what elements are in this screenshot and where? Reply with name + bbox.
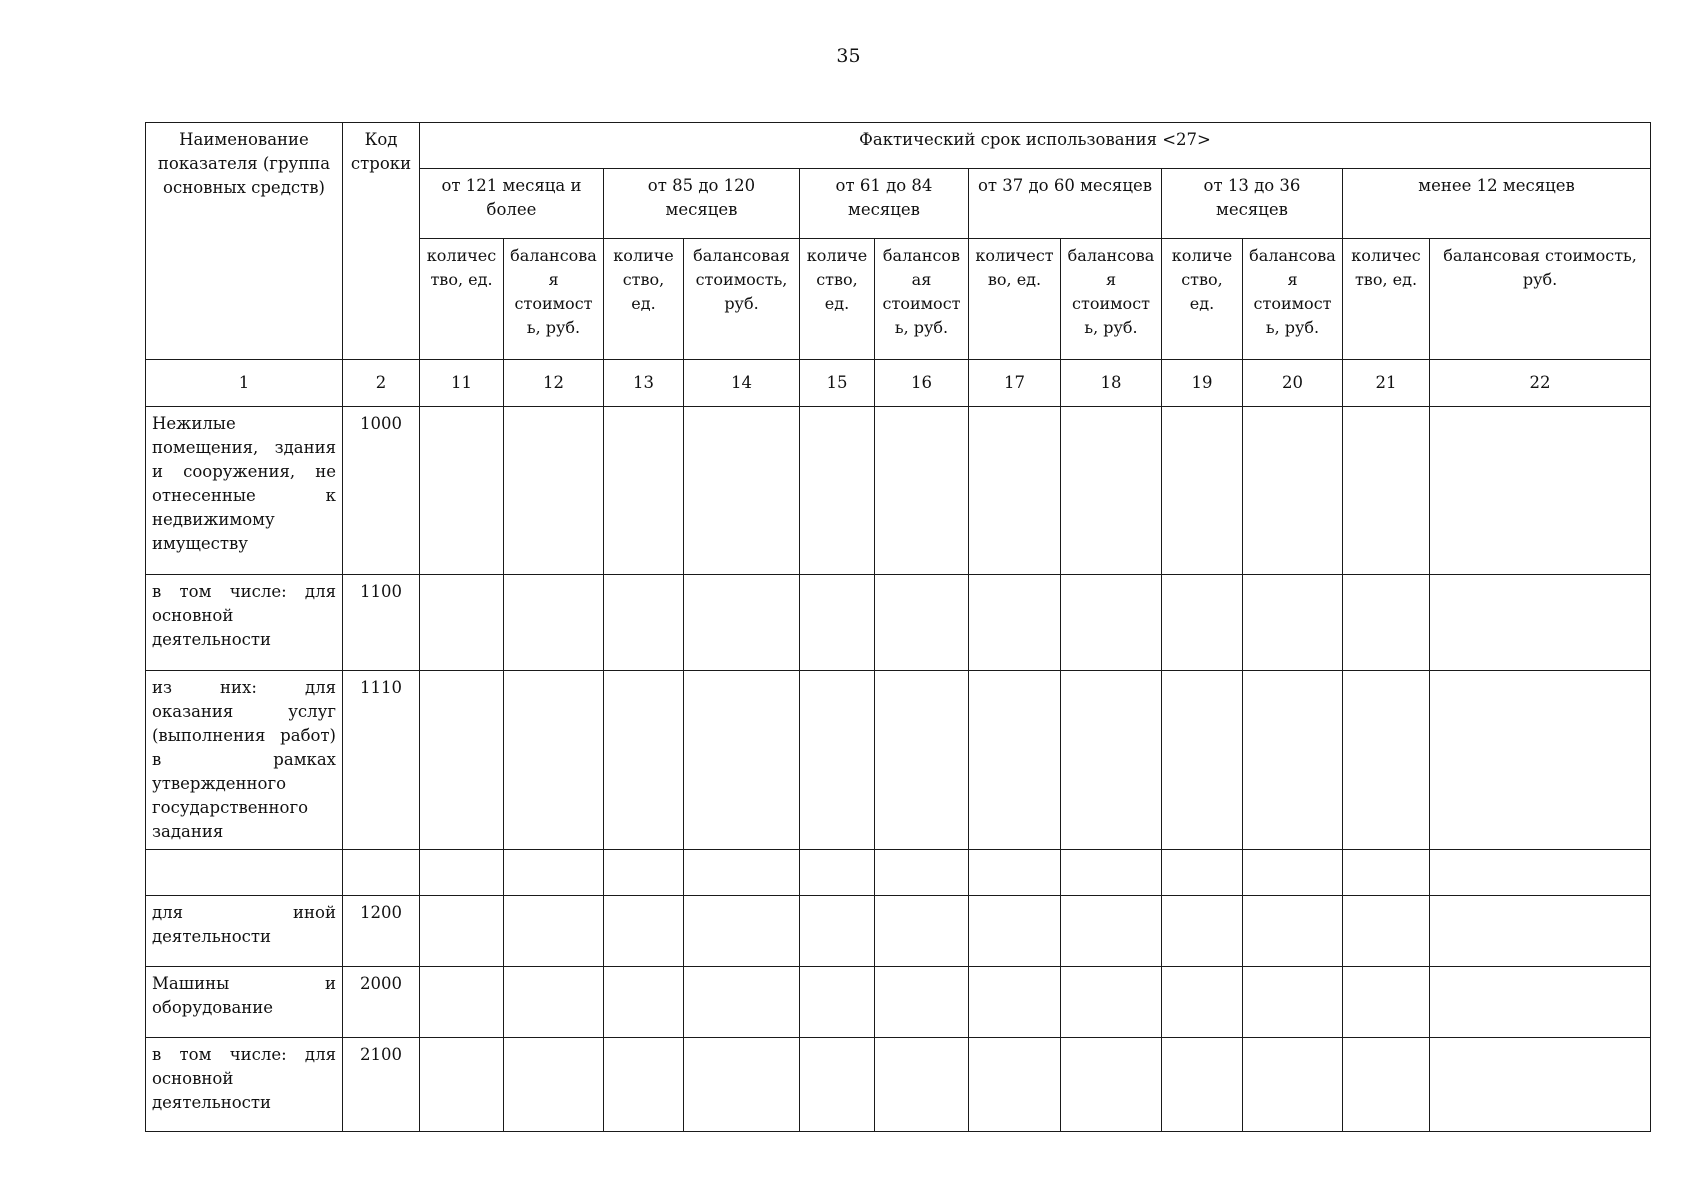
data-cell <box>420 850 504 896</box>
data-cell <box>504 967 604 1038</box>
row-indicator-name: для иной деятельности <box>146 896 343 967</box>
data-cell <box>1061 850 1162 896</box>
row-code: 2000 <box>343 967 420 1038</box>
row-indicator-name: в том числе: для основной деятельности <box>146 1038 343 1132</box>
header-range-61-84: от 61 до 84 месяцев <box>800 169 969 239</box>
fixed-assets-usage-table <box>145 122 1651 1132</box>
column-number: 11 <box>420 360 504 407</box>
subheader-balance-value: балансовая стоимость, руб. <box>1430 239 1651 360</box>
data-cell <box>1343 575 1430 671</box>
column-number: 1 <box>146 360 343 407</box>
data-cell <box>1243 671 1343 850</box>
subheader-quantity: количе ство, ед. <box>604 239 684 360</box>
data-cell <box>1343 407 1430 575</box>
data-cell <box>800 896 875 967</box>
header-range-121-plus: от 121 месяца и более <box>420 169 604 239</box>
data-cell <box>969 896 1061 967</box>
column-number: 14 <box>684 360 800 407</box>
data-cell <box>1343 1038 1430 1132</box>
data-cell <box>1343 896 1430 967</box>
row-indicator-name: Нежилые помещения, здания и сооружения, не отнесенные к недвижимому имуществу <box>146 407 343 575</box>
data-cell <box>1162 671 1243 850</box>
data-cell <box>800 850 875 896</box>
data-cell <box>1343 671 1430 850</box>
subheader-balance-value: балансова я стоимост ь, руб. <box>1061 239 1162 360</box>
data-cell <box>1061 407 1162 575</box>
data-cell <box>604 575 684 671</box>
data-cell <box>420 575 504 671</box>
subheader-balance-value: балансова я стоимост ь, руб. <box>1243 239 1343 360</box>
data-cell <box>1430 671 1651 850</box>
column-number: 13 <box>604 360 684 407</box>
data-cell <box>1343 967 1430 1038</box>
data-cell <box>1162 407 1243 575</box>
data-cell <box>684 967 800 1038</box>
data-cell <box>1162 896 1243 967</box>
data-cell <box>875 671 969 850</box>
data-cell <box>875 1038 969 1132</box>
data-cell <box>604 1038 684 1132</box>
table-row <box>146 671 1651 850</box>
row-indicator-name <box>146 850 343 896</box>
data-cell <box>420 671 504 850</box>
data-cell <box>684 407 800 575</box>
data-cell <box>604 407 684 575</box>
row-indicator-name: из них: для оказания услуг (выполнения работ) в рамках утвержденного государственного задания <box>146 671 343 850</box>
header-row-code: Код строки <box>343 123 420 360</box>
data-cell <box>420 1038 504 1132</box>
data-cell <box>684 1038 800 1132</box>
table-row <box>146 850 1651 896</box>
data-cell <box>1343 850 1430 896</box>
table-row <box>146 1038 1651 1132</box>
column-number: 16 <box>875 360 969 407</box>
data-cell <box>604 896 684 967</box>
header-range-85-120: от 85 до 120 месяцев <box>604 169 800 239</box>
data-cell <box>604 671 684 850</box>
data-cell <box>1162 967 1243 1038</box>
row-code: 1110 <box>343 671 420 850</box>
data-cell <box>684 671 800 850</box>
data-cell <box>684 896 800 967</box>
subheader-quantity: количес тво, ед. <box>1343 239 1430 360</box>
data-cell <box>1061 575 1162 671</box>
data-cell <box>800 575 875 671</box>
data-cell <box>1430 850 1651 896</box>
column-number: 20 <box>1243 360 1343 407</box>
data-cell <box>800 1038 875 1132</box>
data-cell <box>1162 850 1243 896</box>
data-cell <box>604 850 684 896</box>
data-cell <box>1430 967 1651 1038</box>
column-number: 21 <box>1343 360 1430 407</box>
data-cell <box>504 671 604 850</box>
subheader-balance-value: балансова я стоимост ь, руб. <box>504 239 604 360</box>
data-cell <box>969 575 1061 671</box>
table-row <box>146 575 1651 671</box>
data-cell <box>800 407 875 575</box>
data-cell <box>1061 896 1162 967</box>
row-code: 1000 <box>343 407 420 575</box>
data-cell <box>420 896 504 967</box>
column-number: 2 <box>343 360 420 407</box>
data-cell <box>969 1038 1061 1132</box>
data-cell <box>504 850 604 896</box>
data-cell <box>875 407 969 575</box>
column-number-row <box>146 360 1651 407</box>
column-number: 18 <box>1061 360 1162 407</box>
row-code: 2100 <box>343 1038 420 1132</box>
row-code <box>343 850 420 896</box>
header-range-under-12: менее 12 месяцев <box>1343 169 1651 239</box>
subheader-quantity: количес тво, ед. <box>420 239 504 360</box>
data-cell <box>1430 407 1651 575</box>
column-number: 19 <box>1162 360 1243 407</box>
data-cell <box>1162 575 1243 671</box>
data-cell <box>1061 671 1162 850</box>
data-cell <box>1162 1038 1243 1132</box>
data-cell <box>420 967 504 1038</box>
data-cell <box>875 575 969 671</box>
data-cell <box>1243 896 1343 967</box>
data-cell <box>504 407 604 575</box>
data-cell <box>1243 850 1343 896</box>
data-cell <box>800 671 875 850</box>
data-cell <box>875 967 969 1038</box>
row-indicator-name: Машины и оборудование <box>146 967 343 1038</box>
data-cell <box>1061 1038 1162 1132</box>
data-cell <box>1061 967 1162 1038</box>
data-cell <box>684 575 800 671</box>
data-cell <box>969 407 1061 575</box>
data-cell <box>969 967 1061 1038</box>
header-range-13-36: от 13 до 36 месяцев <box>1162 169 1343 239</box>
data-cell <box>684 850 800 896</box>
data-cell <box>1430 896 1651 967</box>
data-cell <box>969 850 1061 896</box>
table-row <box>146 967 1651 1038</box>
data-cell <box>504 575 604 671</box>
data-cell <box>420 407 504 575</box>
data-cell <box>504 1038 604 1132</box>
data-cell <box>1430 575 1651 671</box>
column-number: 22 <box>1430 360 1651 407</box>
header-range-37-60: от 37 до 60 месяцев <box>969 169 1162 239</box>
row-indicator-name: в том числе: для основной деятельности <box>146 575 343 671</box>
page-number: 35 <box>836 45 861 67</box>
subheader-quantity: количе ство, ед. <box>800 239 875 360</box>
data-cell <box>969 671 1061 850</box>
header-actual-usage-period: Фактический срок использования <27> <box>420 123 1651 169</box>
data-cell <box>1430 1038 1651 1132</box>
column-number: 17 <box>969 360 1061 407</box>
data-cell <box>1243 1038 1343 1132</box>
row-code: 1200 <box>343 896 420 967</box>
column-number: 15 <box>800 360 875 407</box>
data-cell <box>604 967 684 1038</box>
data-cell <box>504 896 604 967</box>
data-cell <box>800 967 875 1038</box>
header-indicator-name: Наименование показателя (группа основных средств) <box>146 123 343 360</box>
data-cell <box>1243 407 1343 575</box>
table-row <box>146 407 1651 575</box>
row-code: 1100 <box>343 575 420 671</box>
column-number: 12 <box>504 360 604 407</box>
table-row <box>146 896 1651 967</box>
data-cell <box>1243 967 1343 1038</box>
subheader-balance-value: балансов ая стоимост ь, руб. <box>875 239 969 360</box>
data-cell <box>875 896 969 967</box>
subheader-quantity: количест во, ед. <box>969 239 1061 360</box>
subheader-balance-value: балансовая стоимость, руб. <box>684 239 800 360</box>
data-cell <box>1243 575 1343 671</box>
subheader-quantity: количе ство, ед. <box>1162 239 1243 360</box>
data-cell <box>875 850 969 896</box>
